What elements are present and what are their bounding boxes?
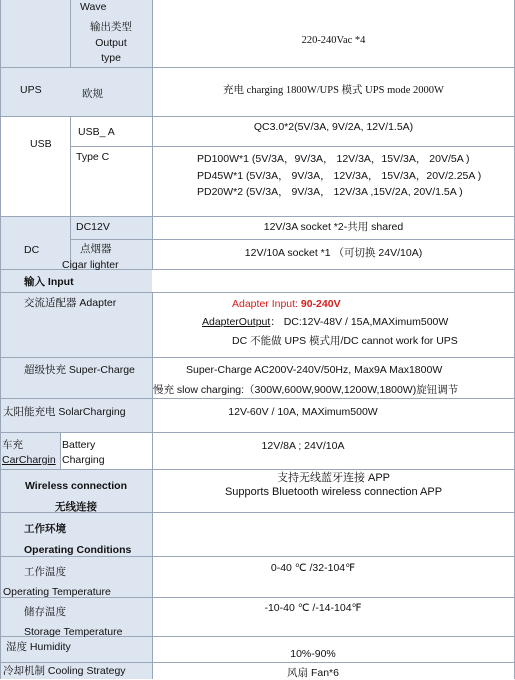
rule <box>70 239 515 240</box>
rule <box>0 398 515 399</box>
type-c-line: PD100W*1 (5V/3A，9V/3A， 12V/3A，15V/3A， 20V/5A ) <box>197 153 470 165</box>
adapter-input: Adapter Input: 90-240V <box>232 298 341 310</box>
battery-charging-label: Battery Charging <box>62 439 105 466</box>
adapter-note: DC 不能做 UPS 模式用/DC cannot work for UPS <box>232 335 458 347</box>
usb-label: USB <box>30 138 52 150</box>
wireless-label: Wireless connection 无线连接 <box>24 480 128 513</box>
car-charging-label: 车充 CarChargin <box>2 439 56 466</box>
dc12v-label: DC12V <box>76 221 110 233</box>
input-header: 输入 Input <box>24 276 74 288</box>
cigar-lighter-label: 点烟器 Cigar lighter <box>62 243 119 271</box>
solar-label: 太阳能充电 SolarCharging <box>3 406 126 418</box>
super-charge-label: 超级快充 Super-Charge <box>24 364 135 376</box>
type-c-values <box>197 151 481 201</box>
slow-charging-line: 慢充 slow charging:（300W,600W,900W,1200W,1800W)旋钮调节 <box>153 384 459 396</box>
op-temp-label: 工作温度 Operating Temperature <box>3 566 111 598</box>
output-type-label: 输出类型 Output type <box>90 21 132 64</box>
op-temp-value: 0-40 ℃ /32-104℉ <box>270 562 356 574</box>
wave-label: Wave <box>80 1 107 13</box>
rule <box>0 116 515 117</box>
humidity-value: 10%-90% <box>290 648 336 660</box>
storage-temp-value: -10-40 ℃ /-14-104℉ <box>264 602 362 614</box>
cooling-label: 冷却机制 Cooling Strategy <box>3 665 126 677</box>
car-charging-value: 12V/8A ; 24V/10A <box>261 440 345 452</box>
type-c-line: PD20W*2 (5V/3A， 9V/3A， 12V/3A ,15V/2A, 20V/1.5A ) <box>197 186 463 198</box>
storage-temp-label: 储存温度 Storage Temperature <box>24 606 123 638</box>
type-c-label: Type C <box>76 151 110 163</box>
input-header-shade <box>0 270 152 292</box>
rule <box>0 292 515 293</box>
rule <box>60 432 61 470</box>
solar-value: 12V-60V / 10A, MAXimum500W <box>228 406 378 418</box>
rule <box>0 67 515 68</box>
rule <box>0 216 515 217</box>
rule <box>70 146 515 147</box>
rule <box>0 357 515 358</box>
rule <box>0 469 515 470</box>
dc-label: DC <box>24 244 40 256</box>
usb-a-value: QC3.0*2(5V/3A, 9V/2A, 12V/1.5A) <box>253 121 414 133</box>
type-c-line: PD45W*1 (5V/3A， 9V/3A， 12V/3A， 15V/3A，20V/2.25A ) <box>197 169 482 182</box>
usb-a-label: USB_ A <box>78 126 115 138</box>
humidity-label: 湿度 Humidity <box>6 641 71 653</box>
ups-label: UPS <box>20 84 42 96</box>
super-charge-line: Super-Charge AC200V-240V/50Hz, Max9A Max1800W <box>186 364 443 376</box>
ups-sub-label: 欧规 <box>82 88 103 100</box>
adapter-output: AdapterOutput： DC:12V-48V / 15A,MAXimum500W <box>202 316 449 328</box>
adapter-label: 交流适配器 Adapter <box>24 297 117 309</box>
rule <box>70 0 71 67</box>
dc12v-value: 12V/3A socket *2-共用 shared <box>263 221 404 233</box>
env-header: 工作环境 Operating Conditions <box>24 523 132 556</box>
cigar-lighter-value: 12V/10A socket *1 （可切换 24V/10A) <box>244 247 423 259</box>
cooling-value: 风扇 Fan*6 <box>287 667 339 679</box>
rule <box>0 0 1 679</box>
rule <box>0 432 515 433</box>
output-type-value: 220-240Vac *4 <box>301 35 366 46</box>
ups-value: 充电 charging 1800W/UPS 模式 UPS mode 2000W <box>223 85 444 96</box>
wireless-value: 支持无线蓝牙连接 APP Supports Bluetooth wireless connection APP <box>224 472 443 498</box>
rule <box>0 662 515 663</box>
